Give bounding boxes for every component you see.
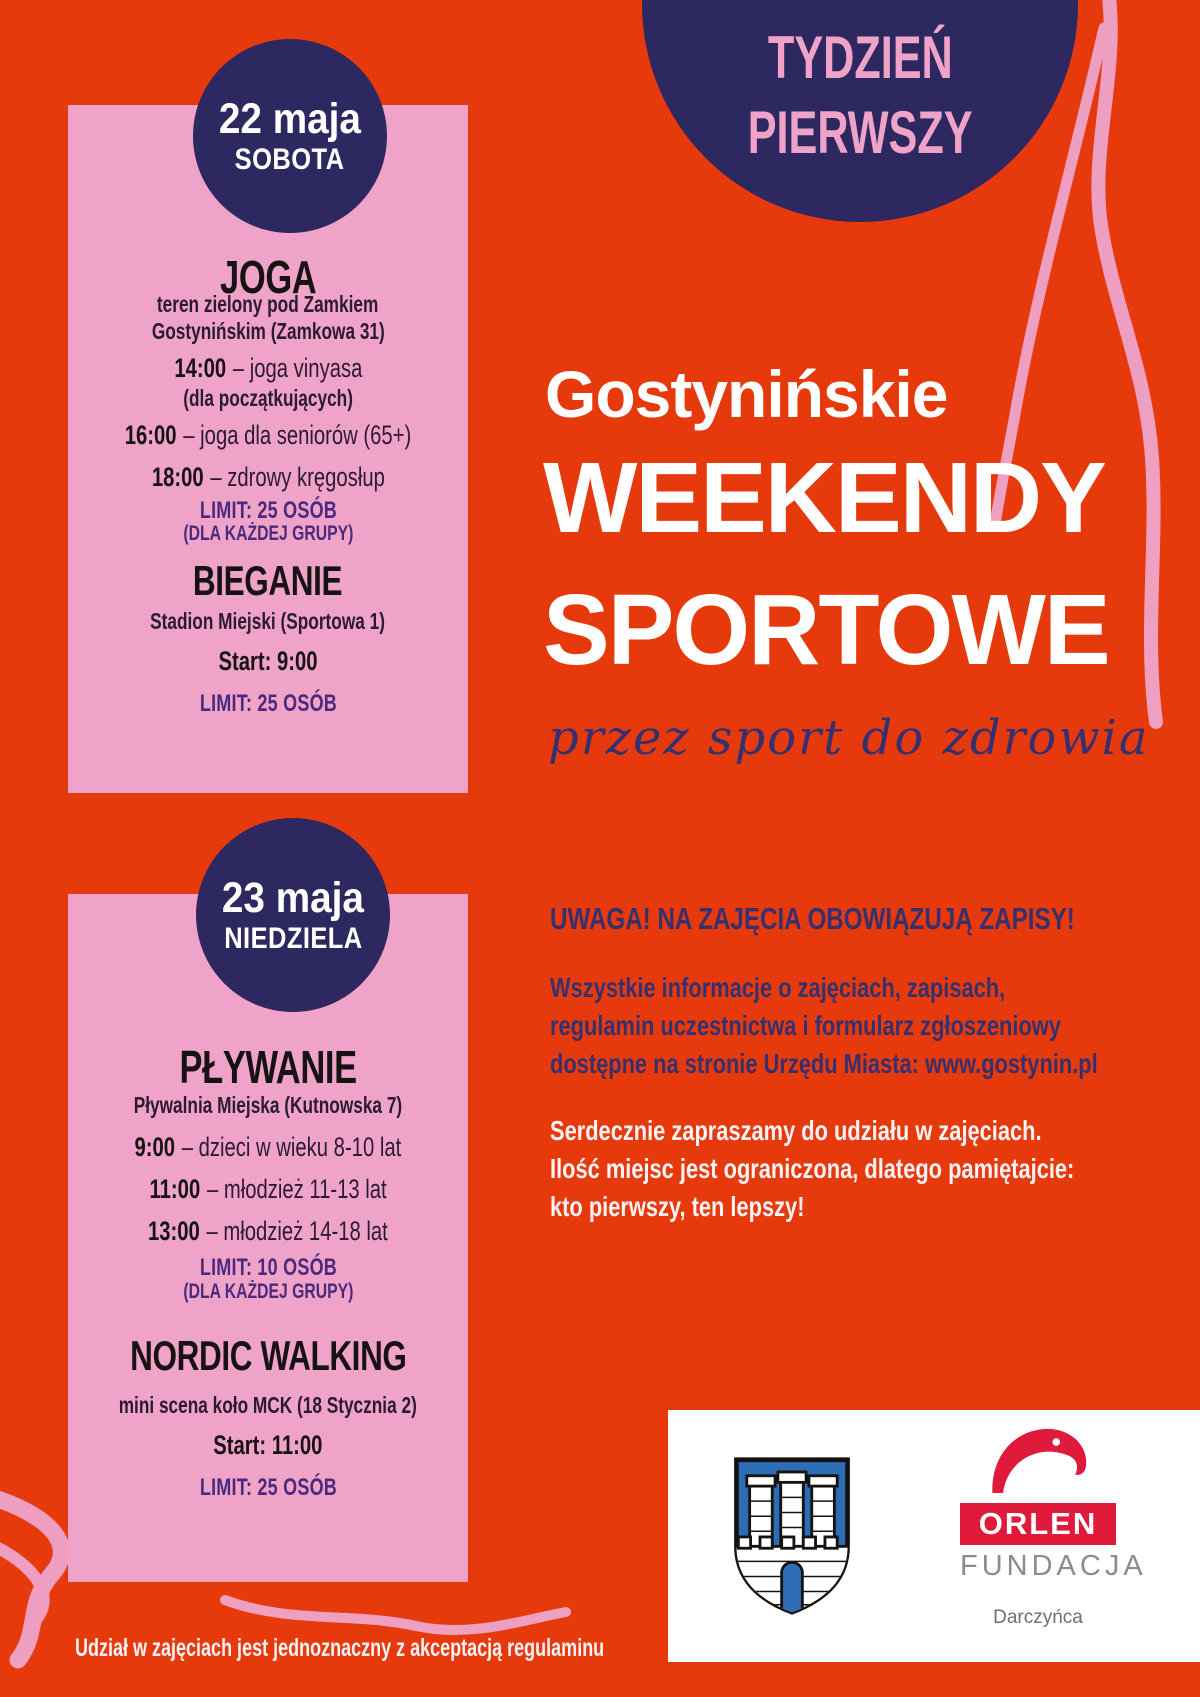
info-paragraph <box>550 972 1200 1086</box>
yoga-location-line1: teren zielony pod Zamkiem <box>157 291 379 317</box>
invite-paragraph <box>550 1115 1200 1229</box>
yoga-limit-note: (DLA KAŻDEJ GRUPY) <box>182 522 354 545</box>
orlen-fundacja-label: FUNDACJA <box>960 1550 1147 1582</box>
info-line-3: dostępne na stronie Urzędu Miasta: www.gostynin.pl <box>550 1048 1098 1079</box>
nordic-title: NORDIC WALKING <box>129 1332 407 1379</box>
nordic-location: mini scena koło MCK (18 Stycznia 2) <box>118 1392 418 1418</box>
swimming-limit: LIMIT: 10 OSÓB <box>199 1254 337 1281</box>
yoga-item-1-note: (dla początkujących) <box>183 385 353 411</box>
poster-title-line1: WEEKENDY <box>543 442 1105 554</box>
day1-weekday: SOBOTA <box>235 143 345 176</box>
swimming-item-3: 13:00 – młodzież 14-18 lat <box>148 1216 388 1246</box>
nordic-start: Start: 11:00 <box>213 1430 323 1460</box>
signup-notice: UWAGA! NA ZAJĘCIA OBOWIĄZUJĄ ZAPISY! <box>550 901 1075 936</box>
yoga-item-1: 14:00 – joga vinyasa <box>173 353 363 383</box>
nordic-limit: LIMIT: 25 OSÓB <box>199 1474 337 1501</box>
yoga-limit: LIMIT: 25 OSÓB <box>199 497 337 524</box>
orlen-wordmark: ORLEN <box>960 1503 1116 1545</box>
yoga-title: JOGA <box>219 251 317 303</box>
day2-date: 23 maja <box>221 874 365 922</box>
day2-weekday: NIEDZIELA <box>223 922 363 955</box>
footer-disclaimer: Udział w zajęciach jest jednoznaczny z akceptacją regulaminu <box>75 1634 605 1662</box>
yoga-item-2: 16:00 – joga dla seniorów (65+) <box>124 420 412 450</box>
swimming-location: Pływalnia Miejska (Kutnowska 7) <box>133 1092 403 1118</box>
info-line-2: regulamin uczestnictwa i formularz zgłoszeniowy <box>550 1010 1061 1041</box>
orlen-foundation-logo <box>960 1420 1147 1629</box>
running-limit: LIMIT: 25 OSÓB <box>199 690 337 717</box>
running-title: BIEGANIE <box>193 557 343 604</box>
swimming-title: PŁYWANIE <box>179 1041 357 1093</box>
invite-line-1: Serdecznie zapraszamy do udziału w zajęciach. <box>550 1115 1042 1146</box>
invite-line-2: Ilość miejsc jest ograniczona, dlatego pamiętajcie: <box>550 1153 1075 1184</box>
running-location: Stadion Miejski (Sportowa 1) <box>150 608 386 634</box>
day1-date-badge <box>193 39 387 233</box>
invite-line-3: kto pierwszy, ten lepszy! <box>550 1191 805 1222</box>
yoga-item-3: 18:00 – zdrowy kręgosłup <box>151 462 385 492</box>
running-start: Start: 9:00 <box>218 646 318 676</box>
orlen-eagle-icon <box>977 1420 1099 1496</box>
week-badge-line2: PIERWSZY <box>747 99 973 166</box>
swimming-item-2: 11:00 – młodzież 11-13 lat <box>149 1174 387 1204</box>
swimming-limit-note: (DLA KAŻDEJ GRUPY) <box>182 1280 354 1303</box>
poster-pretitle: Gostynińskie <box>545 357 948 431</box>
gostynin-coat-of-arms-icon <box>730 1456 854 1616</box>
poster-title-line2: SPORTOWE <box>543 574 1109 686</box>
orlen-role-label: Darczyńca <box>993 1607 1083 1628</box>
sponsor-box <box>668 1410 1200 1662</box>
yoga-location-line2: Gostynińskim (Zamkowa 31) <box>151 318 385 344</box>
swimming-item-1: 9:00 – dzieci w wieku 8-10 lat <box>134 1132 402 1162</box>
info-line-1: Wszystkie informacje o zajęciach, zapisach, <box>550 972 1006 1003</box>
week-badge-line1: TYDZIEŃ <box>767 24 953 91</box>
poster-tagline: przez sport do zdrowia <box>548 710 1150 766</box>
day1-date: 22 maja <box>218 95 362 143</box>
day2-date-badge <box>196 818 390 1012</box>
